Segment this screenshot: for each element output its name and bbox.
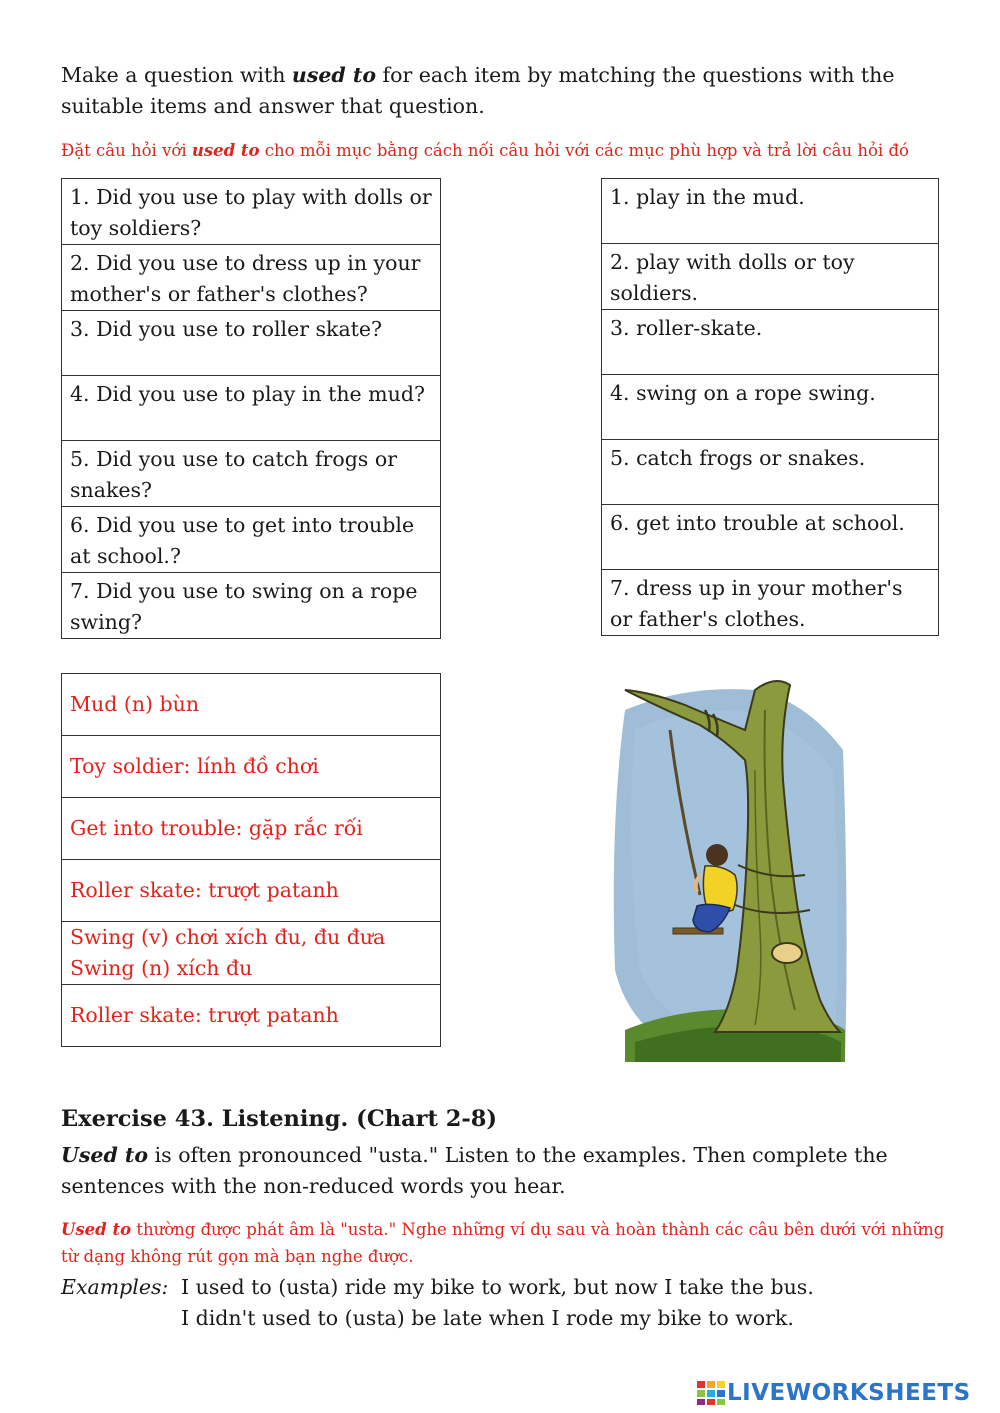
item-cell[interactable]: 5. catch frogs or snakes. — [602, 440, 939, 505]
emphasis-used-to: used to — [291, 63, 377, 87]
vocabulary-table — [61, 673, 441, 1047]
item-cell[interactable]: 2. play with dolls or toy soldiers. — [602, 244, 939, 310]
question-cell[interactable]: 7. Did you use to swing on a rope swing? — [62, 573, 441, 639]
item-cell[interactable]: 7. dress up in your mother's or father's clothes. — [602, 570, 939, 636]
questions-table — [61, 178, 441, 639]
logo-mark-icon — [697, 1381, 727, 1405]
exercise-title: Exercise 43. Listening. (Chart 2-8) — [61, 1106, 498, 1132]
liveworksheets-logo — [697, 1378, 971, 1408]
vocab-cell: Roller skate: trượt patanh — [62, 860, 441, 922]
example-sentence: I didn't used to (usta) be late when I rode my bike to work. — [181, 1306, 794, 1330]
exercise-instructions-vietnamese: Used to thường được phát âm là "usta." Nghe những ví dụ sau và hoàn thành các câu bên dưới với những từ dạng không rút gọn mà bạn nghe được. — [61, 1220, 945, 1266]
question-cell[interactable]: 1. Did you use to play with dolls or toy soldiers? — [62, 179, 441, 245]
item-cell[interactable]: 3. roller-skate. — [602, 310, 939, 375]
examples — [61, 1272, 961, 1334]
vocab-cell: Get into trouble: gặp rắc rối — [62, 798, 441, 860]
question-cell[interactable]: 5. Did you use to catch frogs or snakes? — [62, 441, 441, 507]
item-cell[interactable]: 1. play in the mud. — [602, 179, 939, 244]
vocab-cell: Mud (n) bùn — [62, 674, 441, 736]
vocab-cell: Swing (v) chơi xích đu, đu đưa Swing (n) xích đu — [62, 922, 441, 985]
example-sentence: I used to (usta) ride my bike to work, but now I take the bus. — [181, 1275, 814, 1299]
item-cell[interactable]: 4. swing on a rope swing. — [602, 375, 939, 440]
instructions-vietnamese: Đặt câu hỏi với used to cho mỗi mục bằng cách nối câu hỏi với các mục phù hợp và trả lời câu hỏi đó — [61, 141, 909, 160]
tree-rope-swing-illustration — [605, 670, 850, 1065]
vocab-cell: Toy soldier: lính đồ chơi — [62, 736, 441, 798]
question-cell[interactable]: 4. Did you use to play in the mud? — [62, 376, 441, 441]
item-cell[interactable]: 6. get into trouble at school. — [602, 505, 939, 570]
examples-label: Examples: — [61, 1275, 169, 1299]
logo-text: LIVEWORKSHEETS — [727, 1380, 971, 1406]
items-table — [601, 178, 939, 636]
question-cell[interactable]: 2. Did you use to dress up in your mother's or father's clothes? — [62, 245, 441, 311]
question-cell[interactable]: 3. Did you use to roller skate? — [62, 311, 441, 376]
instructions: Make a question with used to for each item by matching the questions with the suitable items and answer that question. — [61, 63, 895, 118]
exercise-instructions: Used to is often pronounced "usta." Listen to the examples. Then complete the sentences with the non-reduced words you hear. — [61, 1143, 888, 1198]
question-cell[interactable]: 6. Did you use to get into trouble at school.? — [62, 507, 441, 573]
vocab-cell: Roller skate: trượt patanh — [62, 985, 441, 1047]
